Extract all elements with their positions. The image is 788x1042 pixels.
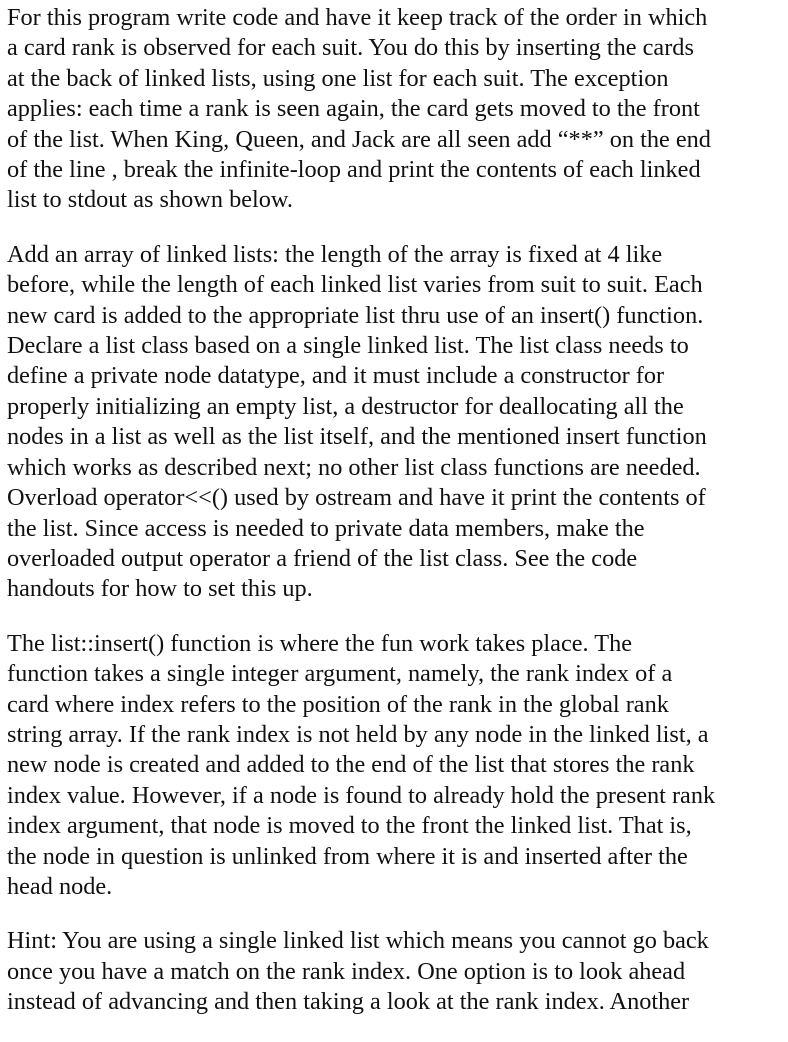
paragraph-insert-function: The list::insert() function is where the fun work takes place. The function takes a single integer argument, namely, the rank index of a card where index refers to the position of the rank in the global rank string array. If the rank index is not held by any node in the linked list, a new node is created and added to the end of the list that stores the rank index value. However, if a node is found to already hold the present rank index argument, that node is moved to the front the linked list. That is, the node in question is unlinked from where it is and inserted after the head node. [7,629,716,900]
paragraph-linked-list-array: Add an array of linked lists: the length of the array is fixed at 4 like before, while the length of each linked list varies from suit to suit. Each new card is added to the appropriate list thru use of an insert() function. Declare a list class based on a single linked list. The list class needs to define a private node datatype, and it must include a constructor for properly initializing an empty list, a destructor for deallocating all the nodes in a list as well as the list itself, and the mentioned insert function which works as described next; no other list class functions are needed. Overload operator<<() used by ostream and have it print the contents of the list. Since access is needed to private data members, make the overloaded output operator a friend of the list class. See the code handouts for how to set this up. [7,240,707,603]
document-body [7,3,782,1042]
paragraph-hint: Hint: You are using a single linked list which means you cannot go back once you have a match on the rank index. One option is to look ahead instead of advancing and then taking a look at the rank index. Another [7,927,709,1016]
paragraph-program-overview: For this program write code and have it keep track of the order in which a card rank is observed for each suit. You do this by inserting the cards at the back of linked lists, using one list for each suit. The exception applies: each time a rank is seen again, the card gets moved to the front of the list. When King, Queen, and Jack are all seen add “**” on the end of the line , break the infinite-loop and print the contents of each linked list to stdout as shown below. [7,4,711,214]
